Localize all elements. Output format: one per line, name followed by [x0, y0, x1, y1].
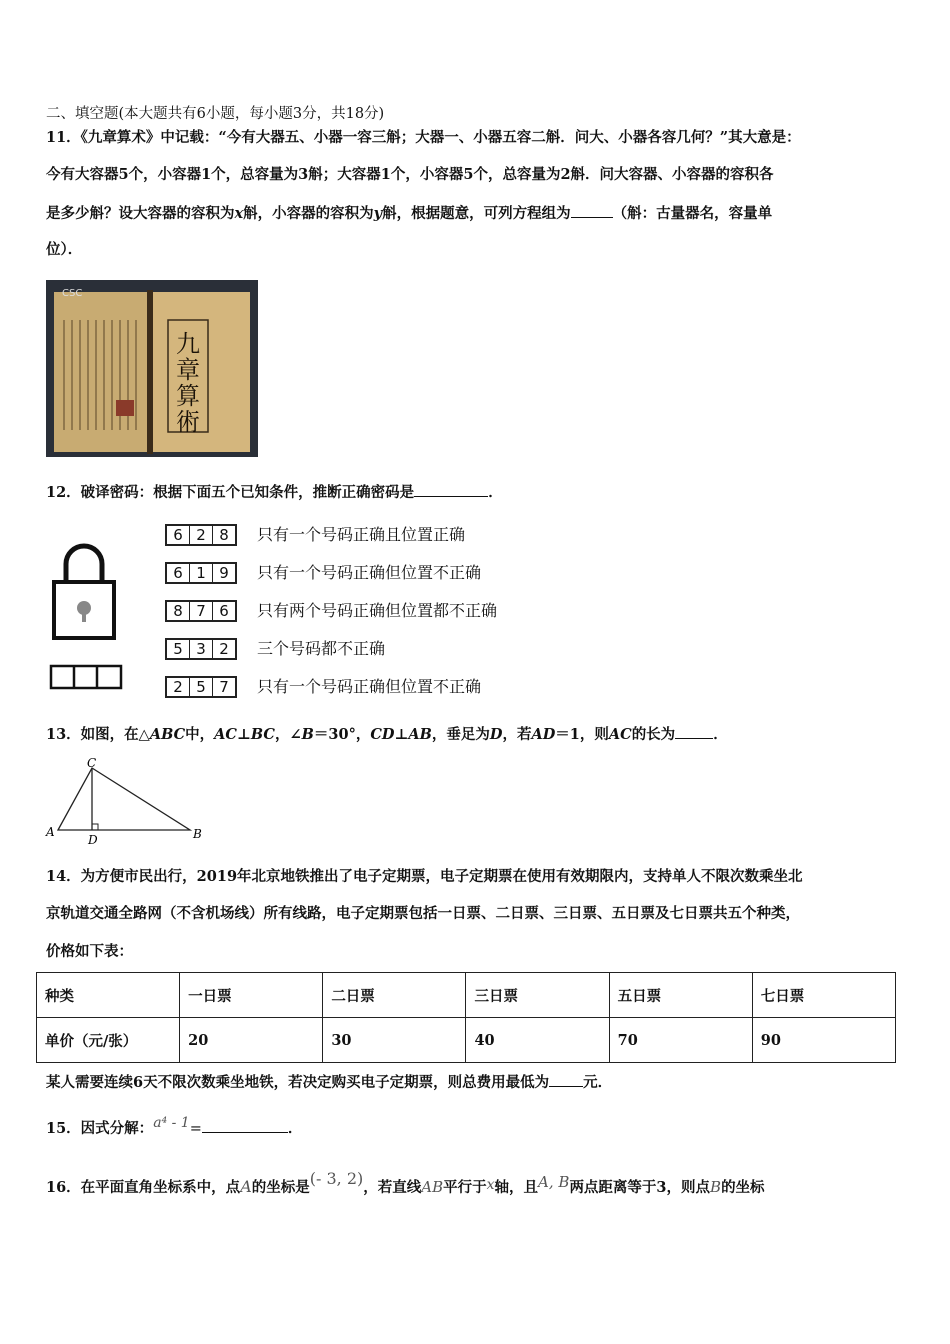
digit: 8 — [167, 602, 190, 620]
q16-a: A — [240, 1177, 252, 1196]
q15-text — [46, 1115, 303, 1139]
q11-line4: 位）． — [46, 241, 83, 258]
q16-text — [46, 1169, 765, 1198]
digit-boxes — [165, 524, 237, 546]
var-y: y — [373, 205, 383, 222]
q11-line1: 11．《九章算术》中记载：“今有大器五、小器一容三斛；大器一、小器五容二斛．问大、小器各容几何？”其大意是： — [46, 129, 801, 146]
q15-expr: a⁴ - 1 — [153, 1115, 190, 1131]
table-cell: 单价（元/张） — [37, 1018, 180, 1063]
q11-line3 — [46, 203, 772, 224]
q13-perp1: ⊥ — [236, 726, 251, 743]
clue-text: 只有两个号码正确但位置都不正确 — [257, 601, 498, 620]
q16-p7: 的坐标 — [721, 1179, 765, 1196]
q14-line3: 价格如下表： — [46, 943, 133, 960]
q12-text — [46, 482, 503, 503]
table-cell: 一日票 — [180, 973, 323, 1018]
q13-p8: 的长为 — [631, 726, 676, 743]
digit: 9 — [219, 564, 229, 582]
digit: 2 — [190, 526, 213, 544]
q16-p2: 的坐标是 — [251, 1179, 310, 1196]
q13-perp2: ⊥ — [394, 726, 409, 743]
q12-end: ． — [488, 484, 503, 501]
answer-blank[interactable] — [571, 203, 613, 218]
q11-l3a: 是多少斛？设大容器的容积为 — [46, 205, 235, 222]
digit: 2 — [167, 678, 190, 696]
digit: 6 — [219, 602, 229, 620]
q14-after-b: 元． — [583, 1074, 613, 1091]
book-corner-text: CSC — [62, 288, 83, 299]
q12-stem: 12．破译密码：根据下面五个已知条件，推断正确密码是 — [46, 484, 415, 501]
answer-blank[interactable] — [549, 1072, 583, 1087]
q13-ac1: AC — [214, 726, 237, 743]
label-a: A — [46, 825, 55, 839]
q16-ab2: A, B — [538, 1173, 570, 1191]
q11-line2: 今有大容器5个，小容器1个，总容量为3斛；大容器1个，小容器5个，总容量为2斛．问大容器、小容器的容积各 — [46, 166, 774, 183]
q16-ab: AB — [421, 1178, 444, 1196]
table-cell: 二日票 — [323, 973, 466, 1018]
q16-coord: (- 3, 2) — [309, 1169, 364, 1188]
table-cell: 五日票 — [609, 973, 752, 1018]
q15-end: ． — [287, 1120, 303, 1137]
q11-l3b: 斛，小容器的容积为 — [243, 205, 374, 222]
q13-cd: CD — [370, 726, 395, 743]
book-title-2: 章 — [176, 356, 200, 384]
q16-p5: 轴，且 — [494, 1179, 539, 1196]
q16-x: x — [486, 1177, 495, 1193]
table-cell: 20 — [180, 1018, 323, 1063]
table-cell: 90 — [752, 1018, 895, 1063]
table-header-row — [37, 973, 896, 1018]
q16-p3: ，若直线 — [363, 1179, 422, 1196]
table-cell: 40 — [466, 1018, 609, 1063]
q15-eq: = — [189, 1121, 202, 1137]
digit: 3 — [190, 640, 213, 658]
q14-line1: 14．为方便市民出行，2019年北京地铁推出了电子定期票，电子定期票在使用有效期限内，支持单人不限次数乘坐北 — [46, 868, 803, 885]
q13-ac2: AC — [608, 726, 632, 743]
q13-b: B — [301, 726, 314, 743]
padlock-icon — [46, 540, 126, 692]
q14-after — [46, 1072, 612, 1093]
table-row — [37, 1018, 896, 1063]
label-c: C — [87, 758, 97, 770]
clue-text: 只有一个号码正确且位置正确 — [257, 525, 466, 544]
book-title-1: 九 — [176, 330, 200, 358]
q13-p4: ＝30°， — [313, 726, 371, 743]
q13-p2: 中， — [185, 726, 215, 743]
q13-abc: ABC — [149, 726, 186, 743]
q13-p7: ＝1，则 — [555, 726, 609, 743]
q14-line2: 京轨道交通全路网（不含机场线）所有线路，电子定期票包括一日票、二日票、三日票、五日票及七日票共五个种类， — [46, 905, 800, 922]
table-cell: 70 — [609, 1018, 752, 1063]
book-title-4: 術 — [176, 408, 200, 436]
q13-d: D — [489, 726, 503, 743]
answer-blank[interactable] — [675, 724, 713, 739]
q13-ad: AD — [531, 726, 556, 743]
answer-blank[interactable] — [202, 1118, 288, 1133]
digit: 7 — [219, 678, 229, 696]
q13-p1: 13．如图，在△ — [46, 726, 150, 743]
digit-boxes — [165, 676, 237, 698]
digit: 5 — [190, 678, 213, 696]
q16-p6: 两点距离等于3，则点 — [569, 1179, 711, 1196]
table-cell: 三日票 — [466, 973, 609, 1018]
digit: 2 — [219, 640, 229, 658]
q15-p1: 15．因式分解： — [46, 1120, 154, 1137]
triangle-figure — [40, 758, 210, 846]
q13-bc: BC — [250, 726, 275, 743]
clue-text: 只有一个号码正确但位置不正确 — [257, 677, 482, 696]
q16-p1: 16．在平面直角坐标系中，点 — [46, 1179, 241, 1196]
digit-boxes — [165, 600, 237, 622]
table-cell: 七日票 — [752, 973, 895, 1018]
digit: 8 — [219, 526, 229, 544]
digit: 6 — [167, 564, 190, 582]
q13-p6: ，若 — [502, 726, 532, 743]
answer-blank[interactable] — [414, 482, 488, 497]
digit-boxes — [165, 638, 237, 660]
q13-p5: ，垂足为 — [431, 726, 490, 743]
q11-l3d: （斛：古量器名，容量单 — [612, 205, 773, 222]
book-title-3: 算 — [176, 382, 200, 410]
q16-p4: 平行于 — [443, 1179, 487, 1196]
q13-text — [46, 724, 728, 745]
q16-b: B — [710, 1178, 722, 1196]
q13-p3: ，∠ — [274, 726, 302, 743]
book-photo — [46, 280, 258, 457]
digit: 1 — [190, 564, 213, 582]
q13-end: ． — [713, 726, 728, 743]
table-cell: 30 — [323, 1018, 466, 1063]
digit: 5 — [167, 640, 190, 658]
var-x: x — [234, 205, 244, 222]
section-heading: 二、填空题(本大题共有6小题，每小题3分，共18分) — [46, 106, 385, 122]
table-cell: 种类 — [37, 973, 180, 1018]
clue-text: 只有一个号码正确但位置不正确 — [257, 563, 482, 582]
digit: 6 — [167, 526, 190, 544]
label-d: D — [88, 833, 98, 846]
price-table — [36, 972, 896, 1063]
label-b: B — [193, 827, 202, 841]
clue-text: 三个号码都不正确 — [257, 639, 386, 658]
digit-boxes — [165, 562, 237, 584]
q13-ab: AB — [408, 726, 432, 743]
q14-after-a: 某人需要连续6天不限次数乘坐地铁，若决定购买电子定期票，则总费用最低为 — [46, 1074, 550, 1091]
digit: 7 — [190, 602, 213, 620]
q11-l3c: 斛，根据题意，可列方程组为 — [382, 205, 571, 222]
